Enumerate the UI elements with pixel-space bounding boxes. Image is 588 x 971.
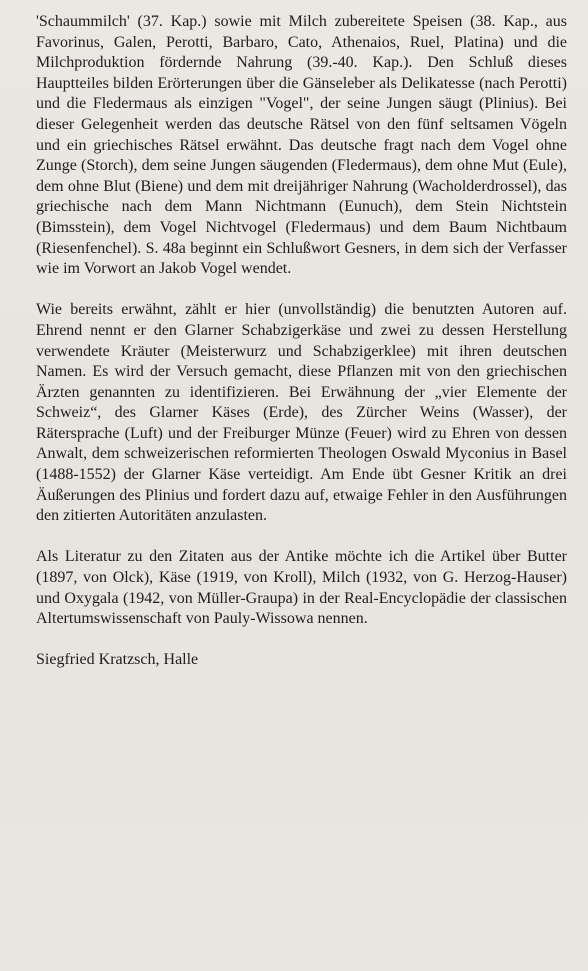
- paragraph-summary-chapters: 'Schaummilch' (37. Kap.) sowie mit Milch zubereitete Speisen (38. Kap., aus Favorinus, Galen, Perotti, Barbaro, Cato, Athenaios, Ruel, Platina) und die Milchproduktion fördernde Nahrung (39.-40. Kap.). Den Schluß dieses Hauptteiles bilden Erörterungen über die Gänseleber als Delikatesse (nach Perotti) und die Fledermaus als einzigen "Vogel", der seine Jungen säugt (Plinius). Bei dieser Gelegenheit werden das deutsche Rätsel von den fünf seltsamen Vögeln und ein griechisches Rätsel erwähnt. Das deutsche fragt nach dem Vogel ohne Zunge (Storch), dem seine Jungen säugenden (Fledermaus), dem ohne Mut (Eule), dem ohne Blut (Biene) und dem mit dreijähriger Nahrung (Wacholderdrossel), das griechische nach dem Mann Nichtmann (Eunuch), dem Stein Nichtstein (Bimsstein), dem Vogel Nichtvogel (Fledermaus) und dem Baum Nichtbaum (Riesenfenchel). S. 48a beginnt ein Schlußwort Gesners, in dem sich der Verfasser wie im Vorwort an Jakob Vogel wendet.: [36, 13, 567, 278]
- author-signature: Siegfried Kratzsch, Halle: [36, 651, 199, 669]
- paragraph-authors-and-cheese: Wie bereits erwähnt, zählt er hier (unvollständig) die benutzten Autoren auf. Ehrend nennt er den Glarner Schabzigerkäse und zwei zu dessen Herstellung verwendete Kräuter (Meisterwurz und Schabzigerklee) mit ihren deutschen Namen. Es wird der Versuch gemacht, diese Pflanzen mit von den griechischen Ärzten genannten zu identifizieren. Bei Erwähnung der „vier Elemente der Schweiz“, des Glarner Käses (Erde), des Zürcher Weins (Wasser), der Rätersprache (Luft) und der Freiburger Münze (Feuer) wird zu Ehren von dessen Anwalt, dem schweizerischen reformierten Theologen Oswald Myconius in Basel (1488-1552) der Glarner Käse verteidigt. Am Ende übt Gesner Kritik an drei Äußerungen des Plinius und fordert dazu auf, etwaige Fehler in den Ausführungen den zitierten Autoritäten anzulasten.: [36, 301, 567, 525]
- paragraph-literature: Als Literatur zu den Zitaten aus der Antike möchte ich die Artikel über Butter (1897, von Olck), Käse (1919, von Kroll), Milch (1932, von G. Herzog-Hauser) und Oxygala (1942, von Müller-Graupa) in der Real-Encyclopädie der classischen Altertumswissenschaft von Pauly-Wissowa nennen.: [36, 548, 567, 628]
